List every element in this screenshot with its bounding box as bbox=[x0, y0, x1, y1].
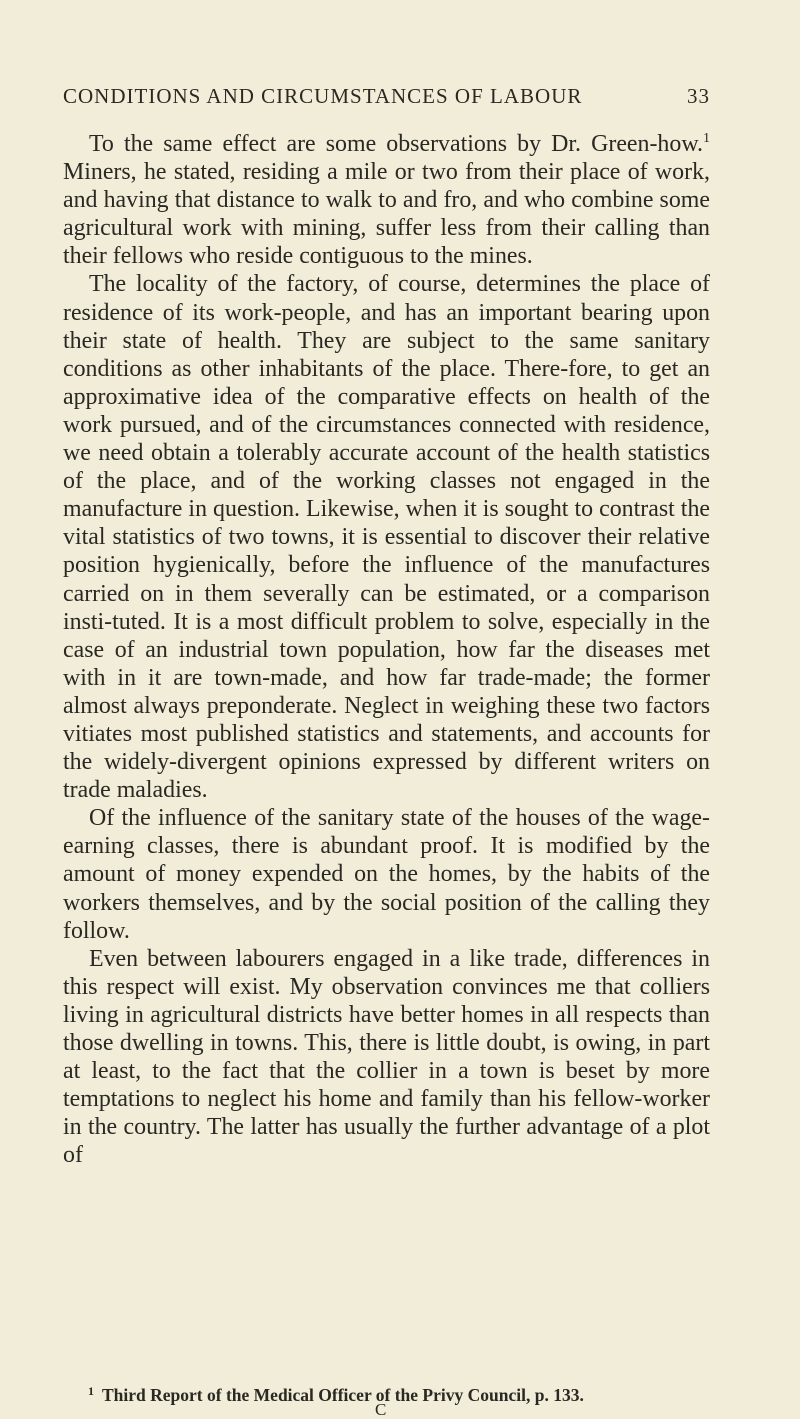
paragraph-4: Even between labourers engaged in a like trade, differences in this respect will exist. My observation convinces me that colliers living in agricultural districts have better homes in all respects than those dwelling in towns. This, there is little doubt, is owing, in part at least, to the fact that the collier in a town is beset by more temptations to neglect his home and family than his fellow-worker in the country. The latter has usually the further advantage of a plot of bbox=[63, 945, 710, 1169]
paragraph-1-text-end: Miners, he stated, residing a mile or two from their place of work, and having that distance to walk to and fro, and who combine some agricultural work with mining, suffer less from their calling than their fellows who reside contiguous to the mines. bbox=[63, 159, 710, 270]
paragraph-1-text-start: To the same effect are some observations by Dr. Green-how. bbox=[89, 131, 703, 157]
page-number: 33 bbox=[687, 84, 710, 108]
running-head bbox=[63, 84, 710, 114]
paragraph-3: Of the influence of the sanitary state of the houses of the wage-earning classes, there is abundant proof. It is modified by the amount of money expended on the homes, by the habits of the workers themselves, and by the social position of the calling they follow. bbox=[63, 805, 710, 944]
running-title: CONDITIONS AND CIRCUMSTANCES OF LABOUR bbox=[63, 84, 583, 108]
paragraph-1 bbox=[63, 130, 710, 270]
footnote bbox=[88, 1380, 710, 1406]
footnote-mark: 1 bbox=[88, 1384, 94, 1398]
body-text bbox=[63, 130, 710, 1169]
footnote-text: Third Report of the Medical Officer of the Privy Council, p. 133. bbox=[102, 1385, 584, 1405]
printer-signature-mark: C bbox=[375, 1400, 387, 1419]
footnote-reference[interactable]: 1 bbox=[703, 131, 710, 146]
paragraph-2: The locality of the factory, of course, determines the place of residence of its work-people, and has an important bearing upon their state of health. They are subject to the same sanitary conditions as other inhabitants of the place. There-fore, to get an approximative idea of the comparative effects on health of the work pursued, and of the circumstances connected with residence, we need obtain a tolerably accurate account of the health statistics of the place, and of the working classes not engaged in the manufacture in question. Likewise, when it is sought to contrast the vital statistics of two towns, it is essential to discover their relative position hygienically, before the influence of the manufactures carried on in them severally can be estimated, or a comparison insti-tuted. It is a most difficult problem to solve, especially in the case of an industrial town population, how far the diseases met with in it are town-made, and how far trade-made; the former almost always preponderate. Neglect in weighing these two factors vitiates most published statistics and statements, and accounts for the widely-divergent opinions expressed by different writers on trade maladies. bbox=[63, 271, 710, 804]
